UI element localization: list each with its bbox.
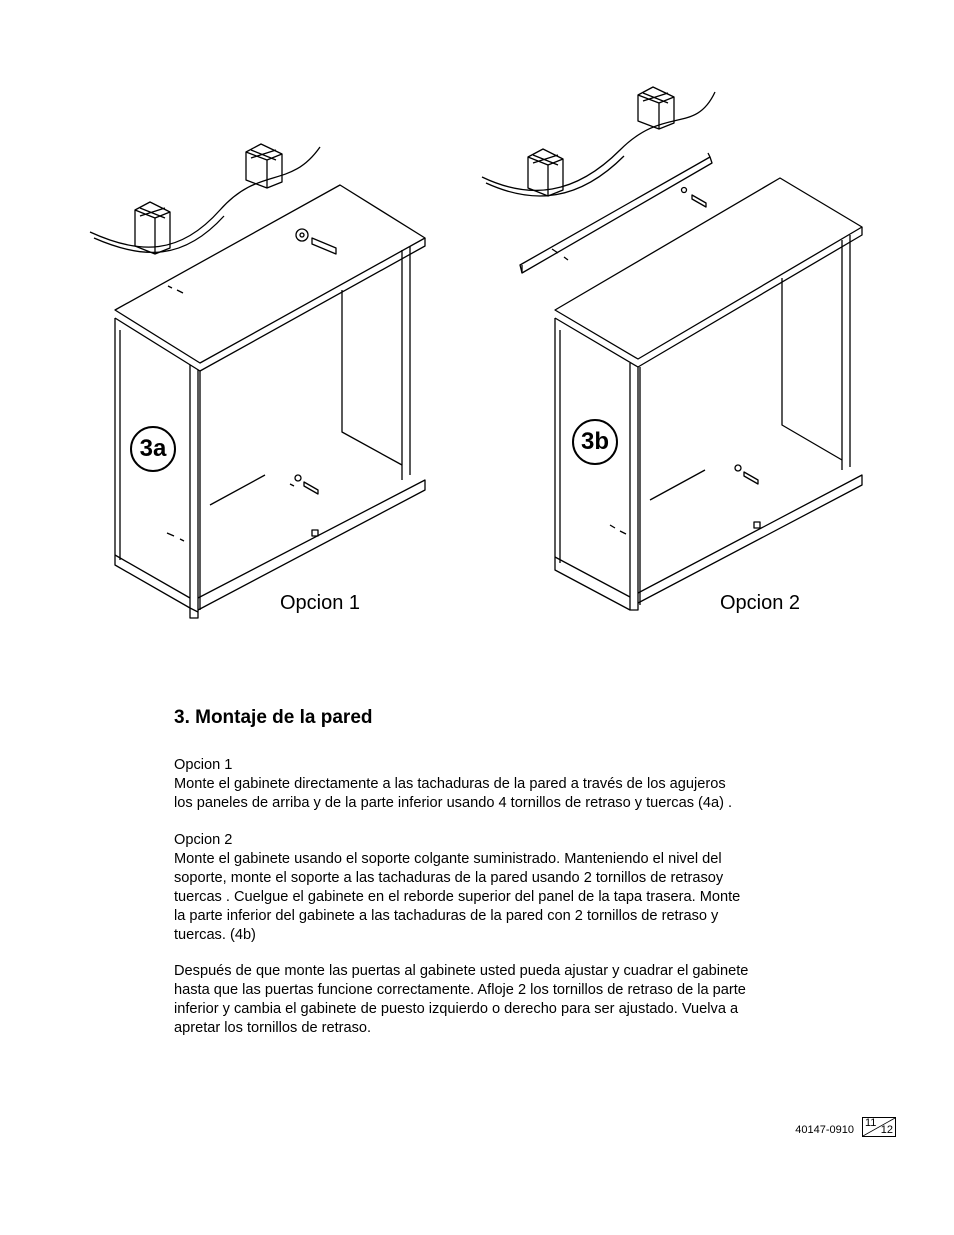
adjustment-line: apretar los tornillos de retraso. <box>174 1020 372 1036</box>
option-2-line: soporte, monte el soporte a las tachaduras de la pared usando 2 tornillos de retrasoy <box>174 870 724 886</box>
adjustment-paragraph <box>174 962 814 1038</box>
figure-caption-option-2: Opcion 2 <box>720 592 801 614</box>
adjustment-line: hasta que las puertas funcione correctamente. Afloje 2 los tornillos de retraso de la parte <box>174 982 746 998</box>
option-1-heading: Opcion 1 <box>174 757 233 773</box>
option-2-paragraph <box>174 831 814 945</box>
adjustment-line: Después de que monte las puertas al gabinete usted pueda ajustar y cuadrar el gabinete <box>174 963 749 979</box>
figure-3b-illustration <box>470 75 890 630</box>
option-2-heading: Opcion 2 <box>174 832 233 848</box>
figure-caption-option-1: Opcion 1 <box>280 592 361 614</box>
page-footer <box>795 1117 896 1137</box>
page-number-box <box>862 1117 896 1137</box>
option-2-line: Monte el gabinete usando el soporte colgante suministrado. Manteniendo el nivel del <box>174 851 722 867</box>
document-code: 40147-0910 <box>795 1124 854 1136</box>
cabinet-wall-mount-drawing-a <box>80 130 440 630</box>
step-badge-3a: 3a <box>130 426 176 472</box>
figure-3a-illustration <box>80 130 440 630</box>
option-1-line: Monte el gabinete directamente a las tachaduras de la pared a través de los agujeros <box>174 776 726 792</box>
option-2-line: la parte inferior del gabinete a las tachaduras de la pared con 2 tornillos de retraso y <box>174 908 719 924</box>
adjustment-line: inferior y cambia el gabinete de puesto izquierdo o derecho para ser ajustado. Vuelva a <box>174 1001 739 1017</box>
page-number: 11 <box>865 1117 877 1129</box>
page-total: 12 <box>880 1124 893 1136</box>
option-1-line: los paneles de arriba y de la parte inferior usando 4 tornillos de retraso y tuercas (4a) . <box>174 795 733 811</box>
section-title: 3. Montaje de la pared <box>174 707 373 728</box>
option-1-paragraph <box>174 756 814 813</box>
cabinet-wall-mount-drawing-b <box>470 75 890 630</box>
option-2-line: tuercas . Cuelgue el gabinete en el reborde superior del panel de la tapa trasera. Monte <box>174 889 741 905</box>
step-badge-3b: 3b <box>572 419 618 465</box>
option-2-line: tuercas. (4b) <box>174 927 256 943</box>
